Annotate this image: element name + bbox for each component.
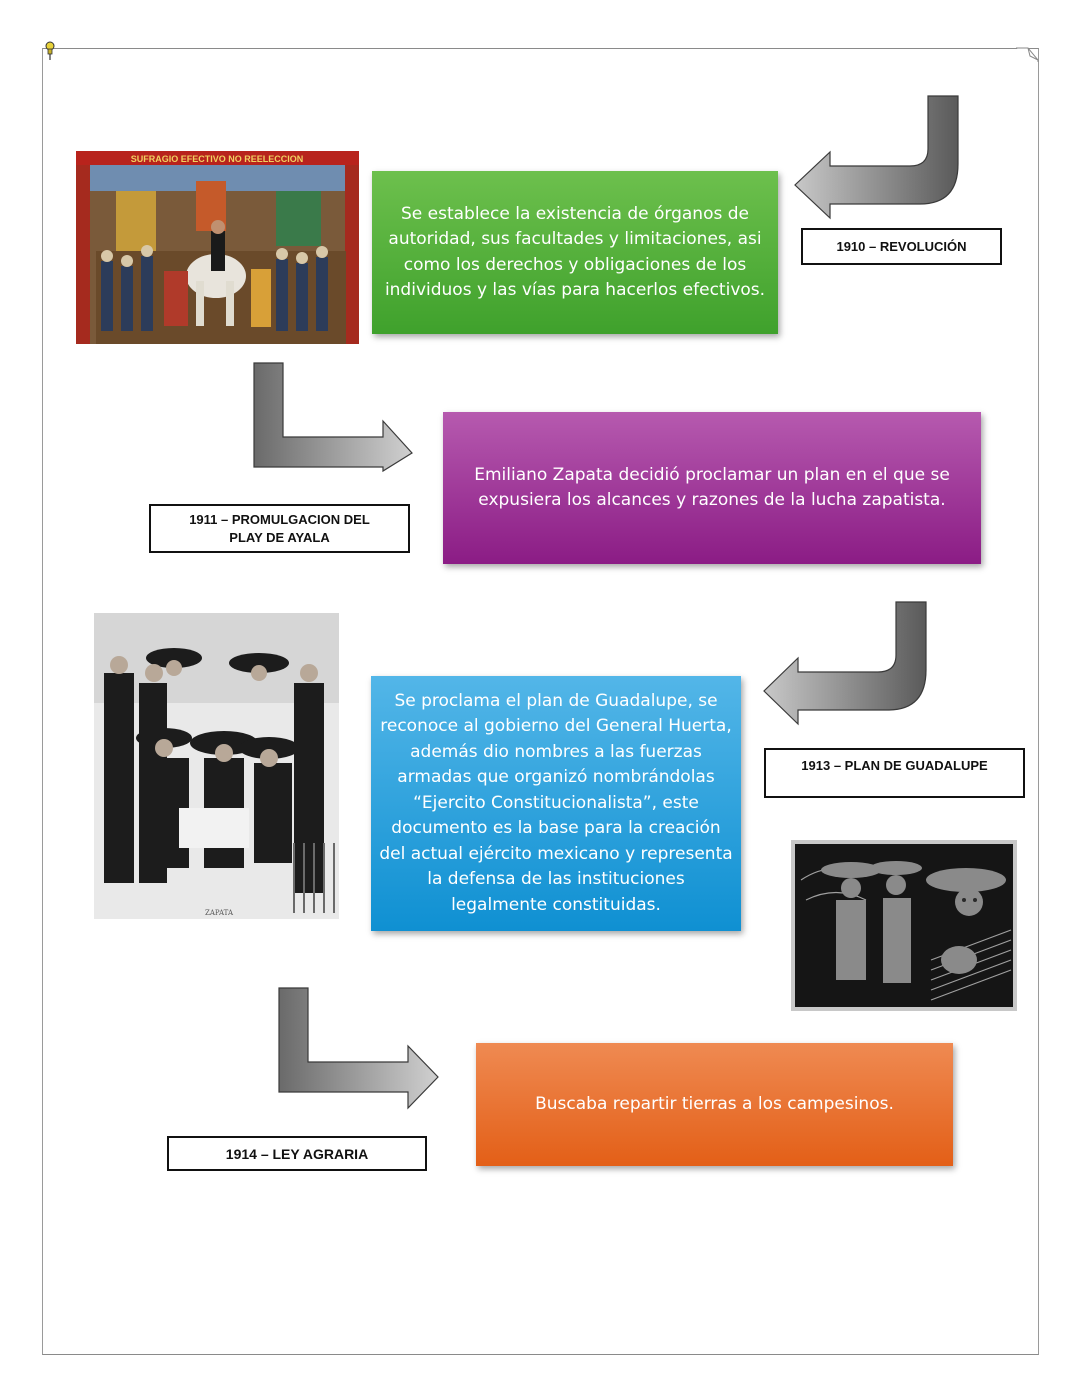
event-1913-label-text: 1913 – PLAN DE GUADALUPE: [801, 758, 988, 773]
event-1911-description: Emiliano Zapata decidió proclamar un plan en el que se expusiera los alcances y razones de la lucha zapatista.: [474, 464, 950, 510]
zapatistas-group-photo: [94, 613, 339, 919]
arrow-curved-left-3: [760, 600, 930, 726]
arrow-curved-left-1: [790, 94, 960, 220]
event-1913-label: [764, 748, 1025, 798]
event-1911-description-box: [443, 412, 981, 564]
event-1910-description-box: [372, 171, 778, 334]
event-1913-description-box: [371, 676, 741, 931]
event-1911-label: [149, 504, 410, 553]
event-1911-label-text: 1911 – PROMULGACION DEL PLAY DE AYALA: [189, 511, 370, 545]
arrow-bent-right-4: [277, 986, 441, 1110]
event-1914-description: Buscaba repartir tierras a los campesinos.: [535, 1093, 894, 1114]
mural-banner-text: SUFRAGIO EFECTIVO NO REELECCION: [130, 154, 304, 164]
event-1914-label-text: 1914 – LEY AGRARIA: [225, 1145, 369, 1162]
arrow-bent-right-2: [252, 361, 416, 473]
pushpin-icon: [43, 41, 57, 61]
event-1910-label-text: 1910 – REVOLUCIÓN: [836, 238, 967, 254]
photo-caption: ZAPATA: [205, 909, 233, 917]
event-1910-description: Se establece la existencia de órganos de autoridad, sus facultades y limitaciones, asi como los derechos y obligaciones de los individuos y las vías para hacerlos efectivos.: [384, 203, 766, 300]
page-corner-fold: [1014, 46, 1040, 64]
revolution-mural-image: [76, 151, 359, 344]
event-1910-label: [801, 228, 1002, 265]
event-1913-description: Se proclama el plan de Guadalupe, se reconoce al gobierno del General Huerta, además dio nombres a las fuerzas armadas que organizó nombrándolas “Ejercito Constitucionalista”, este documento es la base para la creación del actual ejército mexicano y representa la defensa de las instituciones legalmente constituidas.: [379, 690, 733, 915]
event-1914-description-box: [476, 1043, 953, 1166]
event-1914-label: [167, 1136, 427, 1171]
woodcut-print-image: [791, 840, 1017, 1011]
